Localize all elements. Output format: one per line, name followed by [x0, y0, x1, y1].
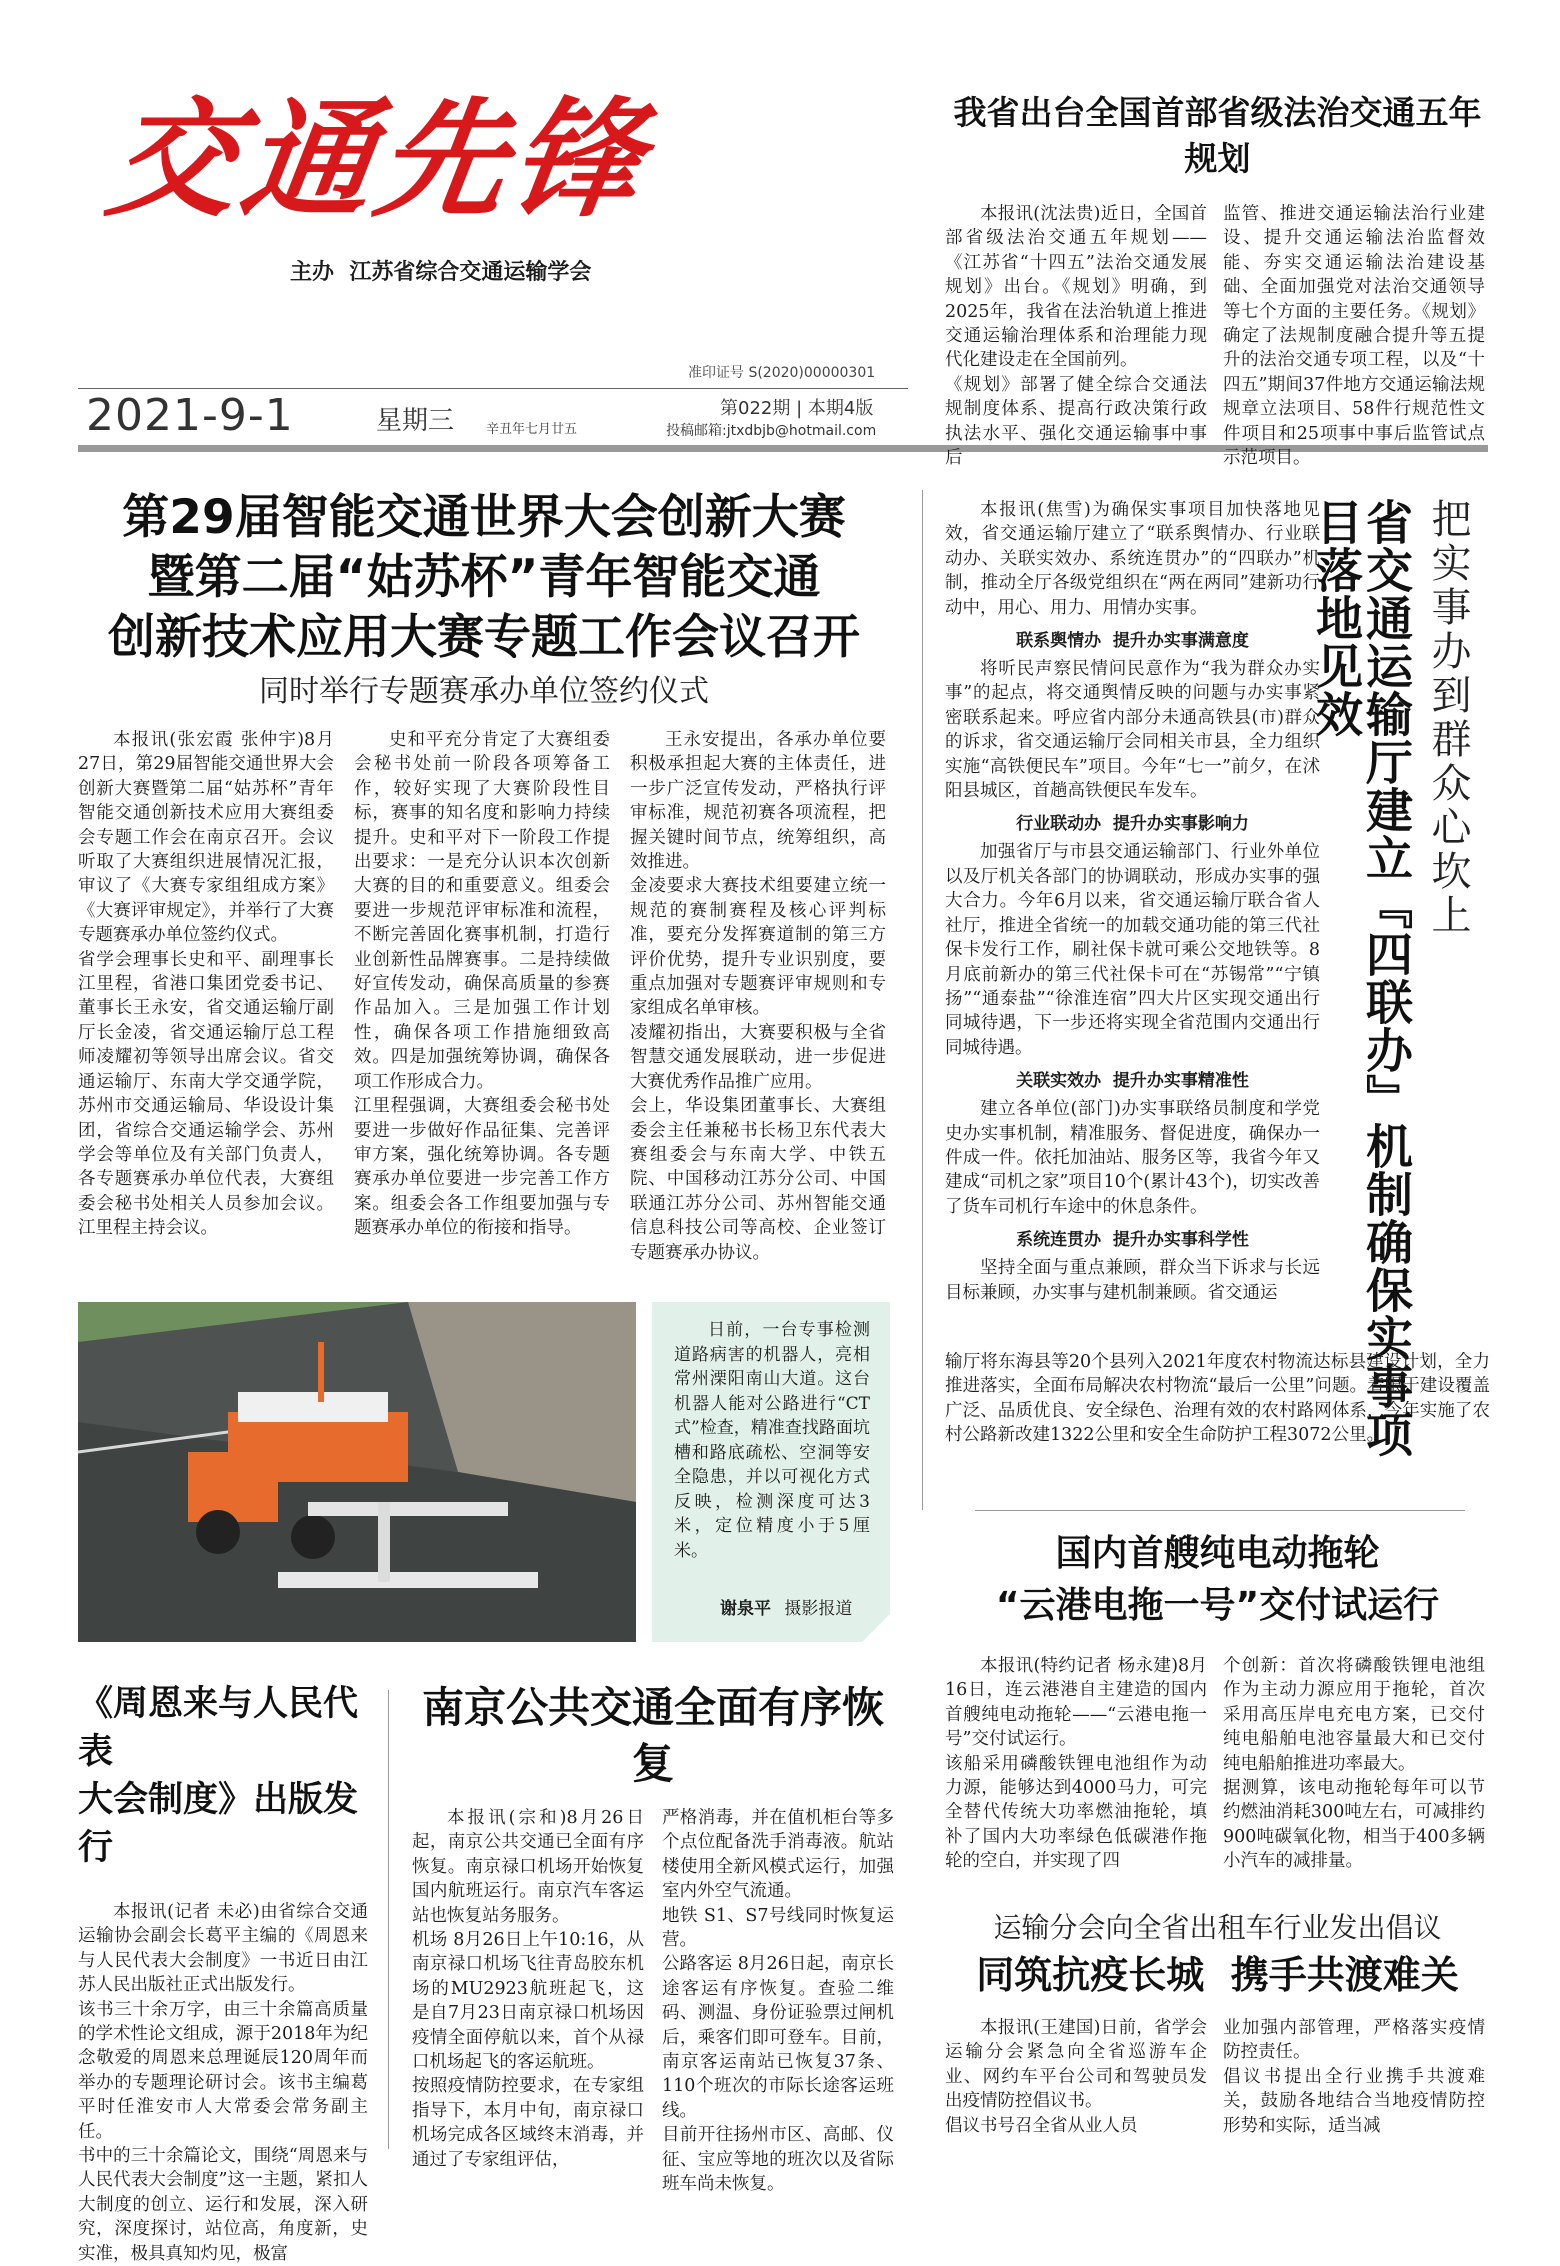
article-lianban-sub2: 行业联动办 提升办实事影响力	[1016, 814, 1249, 835]
article-legal-plan-col1: 本报讯(沈法贵)近日，全国首部省级法治交通五年规划——《江苏省“十四五”法治交通发展规划》出台。《规划》明确，到2025年，我省在法治轨道上推进交通运输治理体系和治理能力现代化建设走在全国前列。 《规划》部署了健全综合交通法规制度体系、提高行政决策行政执法水平、强化交通运输事中事后	[945, 204, 1207, 469]
article-tug	[945, 1528, 1490, 1874]
article-competition-title-3: 创新技术应用大赛专题工作会议召开	[108, 610, 860, 665]
article-competition	[78, 488, 890, 1265]
photo-robot-image	[78, 1302, 636, 1642]
article-book	[78, 1680, 368, 2266]
article-taxi-title: 同筑抗疫长城 携手共渡难关	[976, 1953, 1459, 1997]
article-legal-plan	[945, 90, 1490, 470]
article-lianban-p4b: 输厅将东海县等20个县列入2021年度农村物流达标县建设计划，全力推进落实，全面布局解决农村物流“最后一公里”问题。着眼于建设覆盖广泛、品质优良、安全绿色、治理有效的农村路网体系，今年实施了农村公路新改建1322公里和安全生命防护工程3072公里。	[945, 1352, 1490, 1446]
article-competition-col2: 史和平充分肯定了大赛组委会秘书处前一阶段各项筹备工作，较好实现了大赛阶段性目标，赛事的知名度和影响力持续提升。史和平对下一阶段工作提出要求：一是充分认识本次创新大赛的目的和重要意义。组委会要进一步规范评审标准和流程，不断完善固化赛事机制，打造行业创新性品牌赛事。二是持续做好宣传发动，确保高质量的参赛作品加入。三是加强工作计划性，确保各项工作措施细致高效。四是加强统筹协调，确保各项工作形成合力。 江里程强调，大赛组委会秘书处要进一步做好作品征集、完善评审方案，强化统筹协调。各专题赛承办单位要进一步完善工作方案。组委会各工作组要加强与专题赛承办单位的衔接和指导。	[354, 730, 610, 1239]
article-lianban-kicker: 把实事办到群众心坎上	[1425, 498, 1471, 938]
article-taxi-col1: 本报讯(王建国)日前，省学会运输分会紧急向全省巡游车企业、网约车平台公司和驾驶员发出疫情防控倡议书。 倡议书号召全省从业人员	[945, 2018, 1207, 2136]
article-competition-subtitle: 同时举行专题赛承办单位签约仪式	[259, 674, 709, 709]
article-tug-col1: 本报讯(特约记者 杨永建)8月16日，连云港港自主建造的国内首艘纯电动拖轮——“云港电拖一号”交付试运行。 该船采用磷酸铁锂电池组作为动力源，能够达到4000马力，可完全替代传统大功率燃油拖轮，填补了国内大功率绿色低碳港作拖轮的空白，并实现了四	[945, 1656, 1207, 1872]
masthead-permit-line: 准印证号 S(2020)00000301	[688, 365, 876, 381]
article-lianban-title-quote: 『四联办』	[1358, 882, 1413, 1122]
article-lianban-title-part1: 省交通运输厅建立	[1358, 498, 1413, 882]
article-taxi-col2: 业加强内部管理，严格落实疫情防控责任。 倡议书提出全行业携手共渡难关，鼓励各地结合当地疫情防控形势和实际，适当减	[1223, 2018, 1485, 2136]
article-lianban-title-part2: 机制确保实事项目落地见效	[1308, 498, 1413, 1458]
photo-caption-credit: 摄影报道	[784, 1599, 853, 1619]
article-legal-plan-col2: 监管、推进交通运输法治行业建设、提升交通运输法治监督效能、夯实交通运输法治建设基础、全面加强党对法治交通领导等七个方面的主要任务。《规划》确定了法规制度融合提升等五提升的法治交通专项工程，以及“十四五”期间37件地方交通运输法规规章立法项目、58件行规范性文件项目和25项事中事后监管试点示范项目。	[1223, 204, 1485, 469]
article-taxi-kicker: 运输分会向全省出租车行业发出倡议	[993, 1911, 1442, 1944]
article-lianban-p4a: 坚持全面与重点兼顾，群众当下诉求与长远目标兼顾，办实事与建机制兼顾。省交通运	[945, 1258, 1320, 1303]
photo-caption-text: 日前，一台专事检测道路病害的机器人，亮相常州溧阳南山大道。这台机器人能对公路进行“CT式”检查，精准查找路面坑槽和路底疏松、空洞等安全隐患，并以可视化方式反映，检测深度可达3米，定位精度小于5厘米。	[674, 1320, 870, 1561]
article-book-body: 本报讯(记者 未必)由省综合交通运输协会副会长葛平主编的《周恩来与人民代表大会制度》一书近日由江苏人民出版社正式出版发行。 该书三十余万字，由三十余篇高质量的学术性论文组成，源于2018年为纪念敬爱的周恩来总理诞辰120周年而举办的专题理论研讨会。该书主编葛平时任淮安市人大常委会常务副主任。 书中的三十余篇论文，围绕“周恩来与人民代表大会制度”这一主题，紧扣人大制度的创立、运行和发展，深入研究，深度探讨，站位高，角度新，史实准，极具真知灼见，极富	[78, 1902, 368, 2264]
masthead-issue: 第022期 | 本期4版	[720, 398, 874, 419]
article-lianban-sub1: 联系舆情办 提升办实事满意度	[1016, 631, 1249, 652]
masthead-sponsor: 主办 江苏省综合交通运输学会	[290, 260, 592, 285]
masthead-email: 投稿邮箱:jtxdbjb@hotmail.com	[666, 423, 877, 439]
masthead-date: 2021-9-1	[86, 390, 294, 441]
article-nanjing	[412, 1680, 894, 2197]
article-competition-title-1: 第29届智能交通世界大会创新大赛	[122, 490, 846, 545]
article-lianban-p3: 建立各单位(部门)办实事联络员制度和学党史办实事机制，精准服务、督促进度，确保办一件成一件。依托加油站、服务区等，我省今年又建成“司机之家”项目10个(累计43个)，切实改善了货车司机行车途中的休息条件。	[945, 1099, 1320, 1217]
masthead-rule-thin	[78, 388, 908, 389]
photo-caption-author: 谢泉平	[720, 1599, 771, 1619]
masthead-weekday: 星期三	[376, 406, 455, 436]
article-taxi	[945, 1908, 1490, 2138]
article-tug-title-2: “云港电拖一号”交付试运行	[995, 1585, 1440, 1626]
article-lianban-intro: 本报讯(焦雪)为确保实事项目加快落地见效，省交通运输厅建立了“联系舆情办、行业联动办、关联实效办、系统连贯办”的“四联办”机制，推动全厅各级党组织在“两在两同”建新功行动中，用心、用力、用情办实事。	[945, 500, 1320, 618]
article-lianban	[945, 498, 1490, 1498]
article-lianban-title	[1308, 498, 1413, 1498]
photo-caption-corner	[862, 1614, 890, 1642]
article-competition-col3: 王永安提出，各承办单位要积极承担起大赛的主体责任，进一步广泛宣传发动，严格执行评审标准，规范初赛各项流程，把握关键时间节点，统筹组织，高效推进。 金凌要求大赛技术组要建立统一规范的赛制赛程及核心评判标准，要充分发挥赛道制的第三方评价优势，提升专业识别度，要重点加强对专题赛评审规则和专家组成名单审核。 凌耀初指出，大赛要积极与全省智慧交通发展联动，进一步促进大赛优秀作品推广应用。 会上，华设集团董事长、大赛组委会主任兼秘书长杨卫东代表大赛组委会与东南大学、中铁五院、中国移动江苏分公司、中国联通江苏分公司、苏州智能交通信息科技公司等高校、企业签订专题赛承办协议。	[630, 730, 886, 1263]
article-lianban-sub3: 关联实效办 提升办实事精准性	[1016, 1071, 1249, 1092]
article-tug-col2: 个创新：首次将磷酸铁锂电池组作为主动力源应用于拖轮，首次采用高压岸电充电方案，已交付纯电船舶电池容量最大和已交付纯电船舶推进功率最大。 据测算，该电动拖轮每年可以节约燃油消耗300吨左右，可减排约900吨碳氧化物，相当于400多辆小汽车的减排量。	[1223, 1656, 1485, 1872]
article-lianban-p1: 将听民声察民情问民意作为“我为群众办实事”的起点，将交通舆情反映的问题与办实事紧密联系起来。呼应省内部分未通高铁县(市)群众的诉求，省交通运输厅会同相关市县，全力组织实施“高铁便民车”项目。今年“七一”前夕，在沭阳县城区，首趟高铁便民车发车。	[945, 659, 1320, 802]
masthead-lunar: 辛丑年七月廿五	[486, 422, 578, 437]
photo-caption-box	[652, 1302, 890, 1642]
column-divider-bottom	[388, 1690, 389, 2149]
photo-robot	[78, 1302, 636, 1642]
article-competition-col1: 本报讯(张宏霞 张仲宇)8月27日，第29届智能交通世界大会创新大赛暨第二届“姑苏杯”青年智能交通创新技术应用大赛组委会专题工作会在南京召开。会议听取了大赛组织进展情况汇报，审议了《大赛专家组组成方案》《大赛评审规定》，并举行了大赛专题赛承办单位签约仪式。 省学会理事长史和平、副理事长江里程，省港口集团党委书记、董事长王永安，省交通运输厅副厅长金凌，省交通运输厅总工程师凌耀初等领导出席会议。省交通运输厅、东南大学交通学院，苏州市交通运输局、华设设计集团，省综合交通运输学会、苏州学会等单位及有关部门负责人，各专题赛承办单位代表，大赛组委会秘书处相关人员参加会议。江里程主持会议。	[78, 730, 334, 1239]
article-competition-title-2: 暨第二届“姑苏杯”青年智能交通	[147, 550, 821, 605]
article-nanjing-col1: 本报讯(宗和)8月26日起，南京公共交通已全面有序恢复。南京禄口机场开始恢复国内航班运行。南京汽车客运站也恢复站务服务。 机场 8月26日上午10:16，从南京禄口机场飞往青岛胶东机场的MU2923航班起飞，这是自7月23日南京禄口机场因疫情全面停航以来，首个从禄口机场起飞的客运航班。 按照疫情防控要求，在专家组指导下，本月中旬，南京禄口机场完成各区域终末消毒，并通过了专家组评估，	[412, 1808, 644, 2170]
article-legal-plan-title: 我省出台全国首部省级法治交通五年规划	[953, 93, 1482, 178]
masthead-logo: 交通先锋	[99, 85, 657, 235]
article-lianban-p2: 加强省厅与市县交通运输部门、行业外单位以及厅机关各部门的协调联动，形成办实事的强大合力。今年6月以来，省交通运输厅联合省人社厅，推进全省统一的加载交通功能的第三代社保卡发行工作，刷社保卡就可乘公交地铁等。8月底前新办的第三代社保卡可在“苏锡常”“宁镇扬”“通泰盐”“徐淮连宿”四大片区实现交通出行同城待遇，下一步还将实现全省范围内交通出行同城待遇。	[945, 842, 1320, 1058]
article-book-title-2: 大会制度》出版发行	[78, 1780, 359, 1868]
masthead	[60, 60, 680, 330]
article-tug-title-1: 国内首艘纯电动拖轮	[1055, 1533, 1380, 1574]
article-lianban-sub4: 系统连贯办 提升办实事科学性	[1016, 1230, 1249, 1251]
article-nanjing-col2: 严格消毒，并在值机柜台等多个点位配备洗手消毒液。航站楼使用全新风模式运行，加强室内外空气流通。 地铁 S1、S7号线同时恢复运营。 公路客运 8月26日起，南京长途客运有序恢复。查验二维码、测温、身份证验票过闸机后，乘客们即可登车。目前，南京客运南站已恢复37条、110个班次的市际长途客运班线。 目前开往扬州市区、高邮、仪征、宝应等地的班次以及省际班车尚未恢复。	[662, 1808, 894, 2195]
section-divider-right	[975, 1510, 1465, 1511]
column-divider	[922, 490, 923, 1510]
article-nanjing-title: 南京公共交通全面有序恢复	[421, 1683, 884, 1788]
article-book-title-1: 《周恩来与人民代表	[78, 1684, 359, 1772]
